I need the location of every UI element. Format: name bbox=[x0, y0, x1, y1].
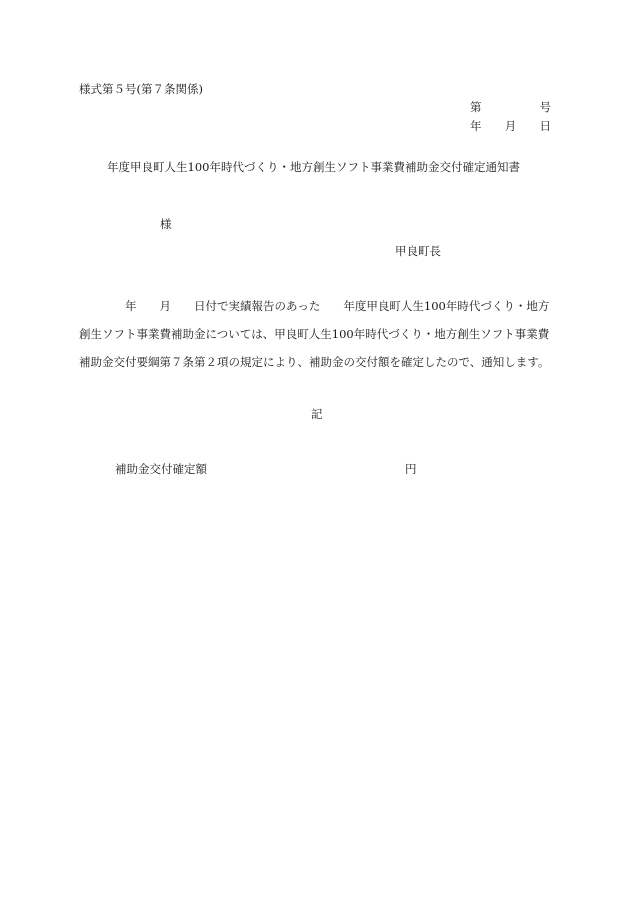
body-line1-tail: 年度甲良町人生100年時代づくり・地方 bbox=[343, 299, 550, 313]
document-date bbox=[470, 121, 551, 133]
date-month: 月 bbox=[504, 119, 517, 133]
date-year: 年 bbox=[470, 119, 482, 133]
recipient-suffix: 様 bbox=[160, 217, 172, 231]
document-number bbox=[470, 102, 551, 114]
number-suffix: 号 bbox=[539, 100, 551, 114]
date-day: 日 bbox=[539, 119, 551, 133]
body-line-2: 創生ソフト事業費補助金については、甲良町人生100年時代づくり・地方創生ソフト事業費 bbox=[79, 327, 550, 341]
sender-name: 甲良町長 bbox=[395, 244, 441, 258]
ki-heading: 記 bbox=[311, 407, 323, 421]
body-line-3: 補助金交付要綱第７条第２項の規定により、補助金の交付額を確定したので、通知します。 bbox=[79, 355, 550, 369]
amount-unit: 円 bbox=[405, 462, 417, 476]
body-line1-rest: 日付で実績報告のあった bbox=[194, 299, 321, 313]
form-label: 様式第５号(第７条関係) bbox=[79, 82, 203, 96]
document-title: 年度甲良町人生100年時代づくり・地方創生ソフト事業費補助金交付確定通知書 bbox=[107, 160, 520, 174]
body-month: 月 bbox=[159, 299, 171, 313]
body-year: 年 bbox=[125, 299, 137, 313]
number-prefix: 第 bbox=[470, 100, 482, 114]
amount-label: 補助金交付確定額 bbox=[115, 462, 207, 476]
body-line-1 bbox=[79, 301, 552, 313]
